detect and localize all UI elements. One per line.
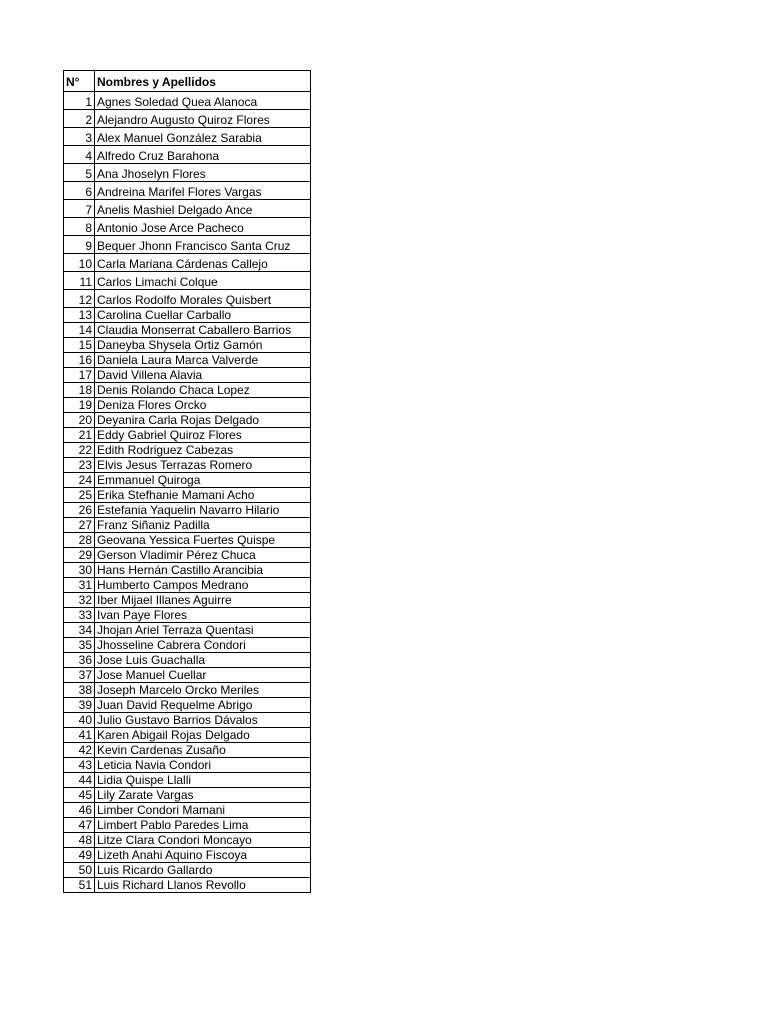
row-number: 2 <box>64 110 95 128</box>
table-row <box>64 236 311 254</box>
table-row <box>64 548 311 563</box>
student-name: Juan David Requelme Abrigo <box>95 698 311 713</box>
student-name: Daneyba Shysela Ortiz Gamón <box>95 338 311 353</box>
table-row <box>64 182 311 200</box>
table-row <box>64 110 311 128</box>
header-name: Nombres y Apellidos <box>95 71 311 92</box>
row-number: 47 <box>64 818 95 833</box>
row-number: 42 <box>64 743 95 758</box>
student-name: Hans Hernán Castillo Arancibia <box>95 563 311 578</box>
table-row <box>64 728 311 743</box>
student-name: Alejandro Augusto Quiroz Flores <box>95 110 311 128</box>
row-number: 35 <box>64 638 95 653</box>
student-name: Eddy Gabriel Quiroz Flores <box>95 428 311 443</box>
header-number: N° <box>64 71 95 92</box>
student-name: Lidia Quispe Llalli <box>95 773 311 788</box>
table-row <box>64 623 311 638</box>
student-name: Denis Rolando Chaca Lopez <box>95 383 311 398</box>
table-row <box>64 593 311 608</box>
student-name: Iber Mijael Illanes Aguirre <box>95 593 311 608</box>
row-number: 4 <box>64 146 95 164</box>
row-number: 20 <box>64 413 95 428</box>
table-row <box>64 338 311 353</box>
student-name: Carolina Cuellar Carballo <box>95 308 311 323</box>
row-number: 49 <box>64 848 95 863</box>
student-name: Ana Jhoselyn Flores <box>95 164 311 182</box>
student-name: Andreina Marifel Flores Vargas <box>95 182 311 200</box>
student-name: Litze Clara Condori Moncayo <box>95 833 311 848</box>
row-number: 3 <box>64 128 95 146</box>
table-row <box>64 698 311 713</box>
student-name: Leticia Navia Condori <box>95 758 311 773</box>
row-number: 29 <box>64 548 95 563</box>
table-row <box>64 254 311 272</box>
row-number: 32 <box>64 593 95 608</box>
row-number: 39 <box>64 698 95 713</box>
table-row <box>64 308 311 323</box>
header-row <box>64 71 311 92</box>
student-name: Humberto Campos Medrano <box>95 578 311 593</box>
roster-body <box>64 92 311 893</box>
student-name: Jhojan Ariel Terraza Quentasi <box>95 623 311 638</box>
student-name: Claudia Monserrat Caballero Barrios <box>95 323 311 338</box>
table-row <box>64 164 311 182</box>
table-row <box>64 200 311 218</box>
student-name: Luis Richard Llanos Revollo <box>95 878 311 893</box>
row-number: 5 <box>64 164 95 182</box>
table-row <box>64 683 311 698</box>
table-row <box>64 788 311 803</box>
row-number: 37 <box>64 668 95 683</box>
row-number: 36 <box>64 653 95 668</box>
row-number: 33 <box>64 608 95 623</box>
row-number: 24 <box>64 473 95 488</box>
table-row <box>64 653 311 668</box>
student-name: Deyanira Carla Rojas Delgado <box>95 413 311 428</box>
row-number: 6 <box>64 182 95 200</box>
student-roster-table <box>63 70 311 893</box>
student-name: Lily Zarate Vargas <box>95 788 311 803</box>
student-name: Emmanuel Quiroga <box>95 473 311 488</box>
row-number: 12 <box>64 290 95 308</box>
row-number: 48 <box>64 833 95 848</box>
table-row <box>64 413 311 428</box>
table-row <box>64 488 311 503</box>
student-name: Julio Gustavo Barrios Dávalos <box>95 713 311 728</box>
table-row <box>64 578 311 593</box>
student-name: Bequer Jhonn Francisco Santa Cruz <box>95 236 311 254</box>
row-number: 30 <box>64 563 95 578</box>
table-row <box>64 218 311 236</box>
row-number: 25 <box>64 488 95 503</box>
table-row <box>64 458 311 473</box>
table-row <box>64 128 311 146</box>
row-number: 44 <box>64 773 95 788</box>
student-name: Anelis Mashiel Delgado Ance <box>95 200 311 218</box>
table-row <box>64 368 311 383</box>
student-name: David Villena Alavia <box>95 368 311 383</box>
student-name: Elvis Jesus Terrazas Romero <box>95 458 311 473</box>
table-row <box>64 533 311 548</box>
student-name: Erika Stefhanie Mamani Acho <box>95 488 311 503</box>
table-row <box>64 518 311 533</box>
row-number: 10 <box>64 254 95 272</box>
table-row <box>64 473 311 488</box>
table-row <box>64 818 311 833</box>
row-number: 40 <box>64 713 95 728</box>
table-row <box>64 668 311 683</box>
row-number: 16 <box>64 353 95 368</box>
table-row <box>64 608 311 623</box>
row-number: 31 <box>64 578 95 593</box>
row-number: 21 <box>64 428 95 443</box>
student-list-sheet <box>63 70 310 893</box>
table-row <box>64 773 311 788</box>
table-row <box>64 878 311 893</box>
row-number: 22 <box>64 443 95 458</box>
row-number: 46 <box>64 803 95 818</box>
row-number: 45 <box>64 788 95 803</box>
student-name: Franz Siñaniz Padilla <box>95 518 311 533</box>
student-name: Kevin Cardenas Zusaño <box>95 743 311 758</box>
row-number: 38 <box>64 683 95 698</box>
row-number: 23 <box>64 458 95 473</box>
student-name: Alfredo Cruz Barahona <box>95 146 311 164</box>
row-number: 17 <box>64 368 95 383</box>
row-number: 43 <box>64 758 95 773</box>
row-number: 11 <box>64 272 95 290</box>
row-number: 41 <box>64 728 95 743</box>
table-row <box>64 713 311 728</box>
row-number: 8 <box>64 218 95 236</box>
table-row <box>64 743 311 758</box>
student-name: Jhosseline Cabrera Condori <box>95 638 311 653</box>
table-row <box>64 92 311 110</box>
row-number: 19 <box>64 398 95 413</box>
student-name: Lizeth Anahi Aquino Fiscoya <box>95 848 311 863</box>
student-name: Estefania Yaquelin Navarro Hilario <box>95 503 311 518</box>
student-name: Jose Luis Guachalla <box>95 653 311 668</box>
table-row <box>64 638 311 653</box>
student-name: Carlos Rodolfo Morales Quisbert <box>95 290 311 308</box>
table-row <box>64 563 311 578</box>
student-name: Edith Rodriguez Cabezas <box>95 443 311 458</box>
student-name: Carla Mariana Cárdenas Callejo <box>95 254 311 272</box>
table-row <box>64 323 311 338</box>
row-number: 51 <box>64 878 95 893</box>
table-row <box>64 803 311 818</box>
row-number: 9 <box>64 236 95 254</box>
row-number: 27 <box>64 518 95 533</box>
student-name: Geovana Yessica Fuertes Quispe <box>95 533 311 548</box>
row-number: 14 <box>64 323 95 338</box>
table-row <box>64 272 311 290</box>
row-number: 1 <box>64 92 95 110</box>
table-row <box>64 758 311 773</box>
student-name: Gerson Vladimir Pérez Chuca <box>95 548 311 563</box>
row-number: 7 <box>64 200 95 218</box>
table-row <box>64 398 311 413</box>
row-number: 18 <box>64 383 95 398</box>
table-row <box>64 146 311 164</box>
student-name: Jose Manuel Cuellar <box>95 668 311 683</box>
table-row <box>64 290 311 308</box>
student-name: Karen Abigail Rojas Delgado <box>95 728 311 743</box>
row-number: 26 <box>64 503 95 518</box>
student-name: Limbert Pablo Paredes Lima <box>95 818 311 833</box>
table-row <box>64 428 311 443</box>
row-number: 13 <box>64 308 95 323</box>
student-name: Ivan Paye Flores <box>95 608 311 623</box>
student-name: Antonio Jose Arce Pacheco <box>95 218 311 236</box>
table-row <box>64 863 311 878</box>
table-row <box>64 503 311 518</box>
student-name: Agnes Soledad Quea Alanoca <box>95 92 311 110</box>
student-name: Daniela Laura Marca Valverde <box>95 353 311 368</box>
row-number: 50 <box>64 863 95 878</box>
table-row <box>64 848 311 863</box>
student-name: Limber Condori Mamani <box>95 803 311 818</box>
table-row <box>64 383 311 398</box>
row-number: 15 <box>64 338 95 353</box>
student-name: Deniza Flores Orcko <box>95 398 311 413</box>
row-number: 34 <box>64 623 95 638</box>
student-name: Luis Ricardo Gallardo <box>95 863 311 878</box>
row-number: 28 <box>64 533 95 548</box>
table-row <box>64 353 311 368</box>
table-row <box>64 443 311 458</box>
student-name: Alex Manuel González Sarabia <box>95 128 311 146</box>
student-name: Joseph Marcelo Orcko Meriles <box>95 683 311 698</box>
table-row <box>64 833 311 848</box>
student-name: Carlos Limachi Colque <box>95 272 311 290</box>
